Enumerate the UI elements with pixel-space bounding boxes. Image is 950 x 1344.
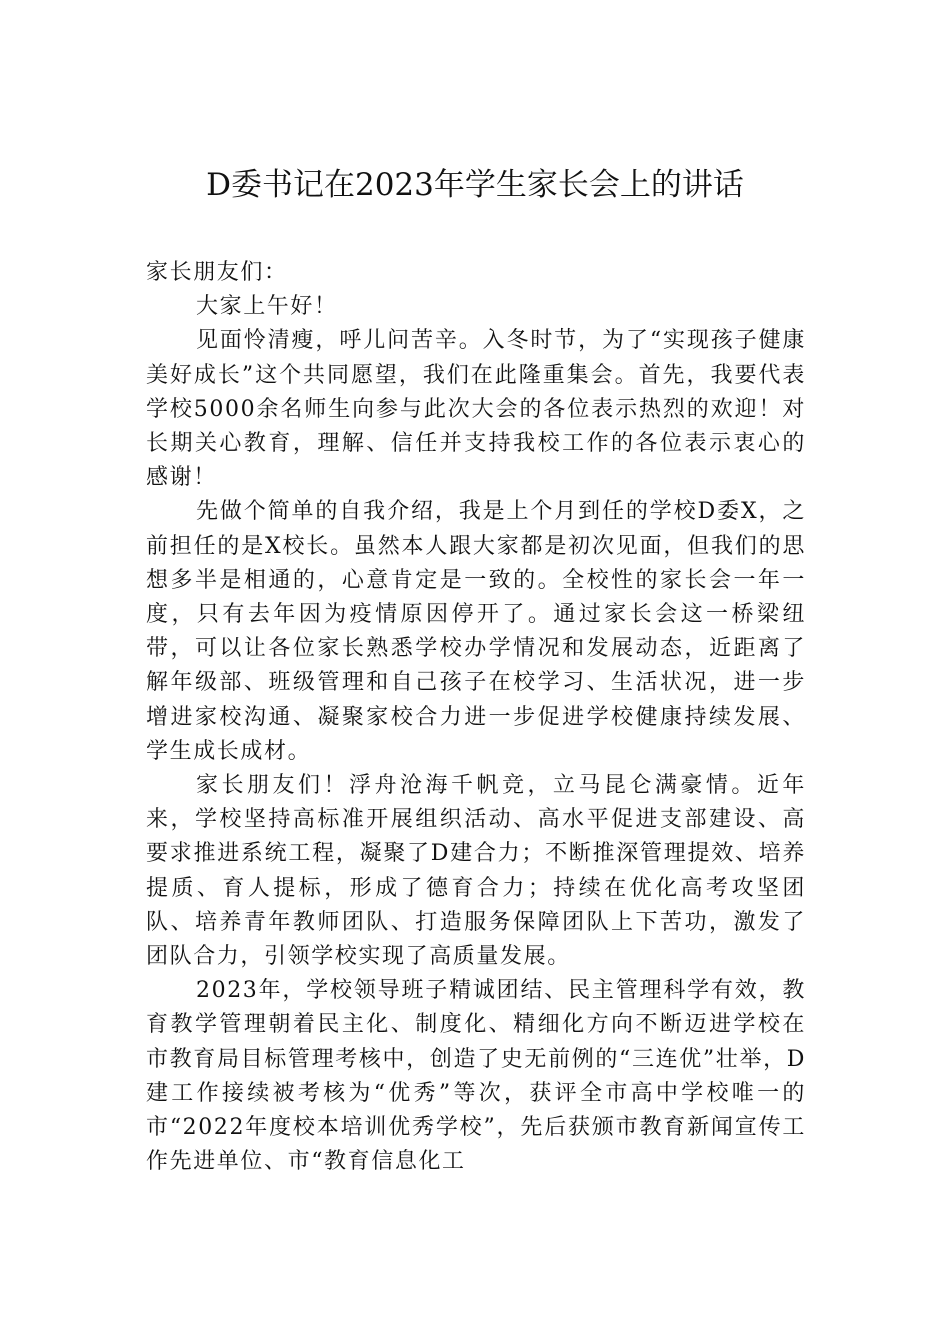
paragraph-introduction: 先做个简单的自我介绍，我是上个月到任的学校D委X，之前担任的是X校长。虽然本人跟大家都是初次见面，但我们的思想多半是相通的，心意肯定是一致的。全校性的家长会一年一度，只有去年因为疫情原因停开了。通过家长会这一桥梁纽带，可以让各位家长熟悉学校办学情况和发展动态，近距离了解年级部、班级管理和自己孩子在校学习、生活状况，进一步增进家校沟通、凝聚家校合力进一步促进学校健康持续发展、学生成长成材。 <box>146 499 806 764</box>
paragraph-welcome: 见面怜清瘦，呼儿问苦辛。入冬时节，为了“实现孩子健康美好成长”这个共同愿望，我们在此隆重集会。首先，我要代表学校5000余名师生向参与此次大会的各位表示热烈的欢迎！对长期关心教育，理解、信任并支持我校工作的各位表示衷心的感谢！ <box>146 328 806 491</box>
paragraph-greeting: 大家上午好！ <box>196 294 338 320</box>
salutation: 家长朋友们： <box>146 260 288 285</box>
paragraph-achievements: 家长朋友们！浮舟沧海千帆竞，立马昆仑满豪情。近年来，学校坚持高标准开展组织活动、高水平促进支部建设、高要求推进系统工程，凝聚了D建合力；不断推深管理提效、培养提质、育人提标，形成了德育合力；持续在优化高考攻坚团队、培养青年教师团队、打造服务保障团队上下苦功，激发了团队合力，引领学校实现了高质量发展。 <box>146 773 806 970</box>
document-body <box>146 256 806 1179</box>
paragraph-2023-summary: 2023年，学校领导班子精诚团结、民主管理科学有效，教育教学管理朝着民主化、制度化、精细化方向不断迈进学校在市教育局目标管理考核中，创造了史无前例的“三连优”壮举，D建工作接续被考核为“优秀”等次，获评全市高中学校唯一的市“2022年度校本培训优秀学校”，先后获颁市教育新闻宣传工作先进单位、市“教育信息化工 <box>146 978 806 1175</box>
document-title: D委书记在2023年学生家长会上的讲话 <box>206 167 744 203</box>
